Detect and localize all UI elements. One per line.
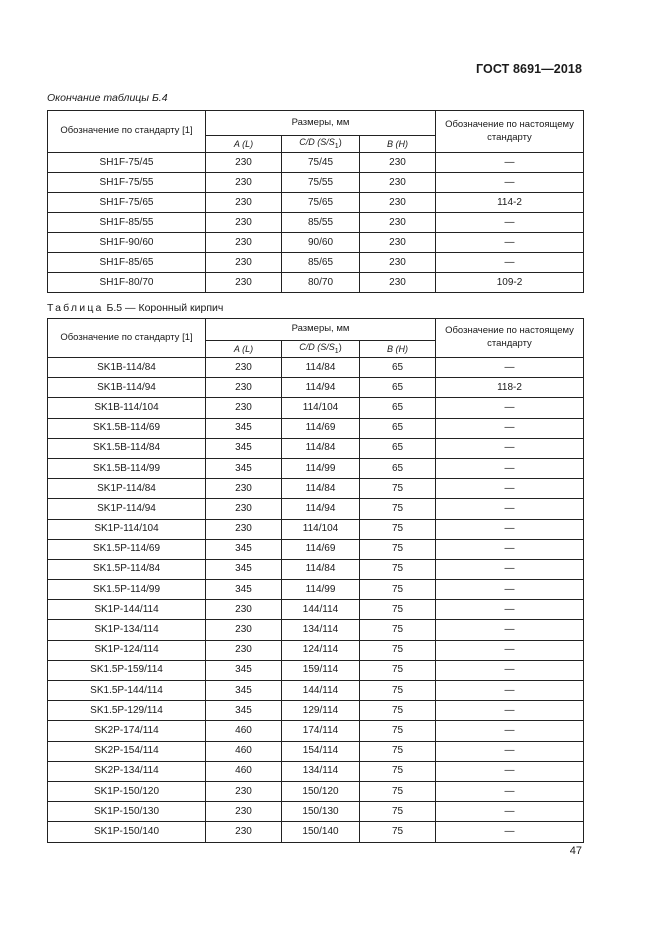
cell-b: 75	[360, 822, 436, 842]
table-row	[48, 721, 584, 741]
table-row	[48, 378, 584, 398]
cell-a: 345	[206, 580, 282, 600]
cell-b: 75	[360, 620, 436, 640]
table-row	[48, 173, 584, 193]
table-row	[48, 233, 584, 253]
cell-b: 65	[360, 398, 436, 418]
cell-cd: 114/84	[282, 358, 360, 378]
cell-a: 230	[206, 600, 282, 620]
table-row	[48, 358, 584, 378]
cell-a: 345	[206, 660, 282, 680]
cell-current: —	[436, 640, 584, 660]
cell-current: —	[436, 681, 584, 701]
cell-designation: SK1.5P-114/69	[48, 539, 206, 559]
cell-current: —	[436, 173, 584, 193]
cell-b: 65	[360, 418, 436, 438]
cell-current: —	[436, 761, 584, 781]
cell-designation: SK1B-114/94	[48, 378, 206, 398]
cell-cd: 150/130	[282, 802, 360, 822]
cell-designation: SK1P-150/140	[48, 822, 206, 842]
table-row	[48, 153, 584, 173]
cell-b: 230	[360, 193, 436, 213]
cell-current: —	[436, 418, 584, 438]
cell-cd: 114/84	[282, 559, 360, 579]
cell-a: 230	[206, 173, 282, 193]
cell-b: 75	[360, 761, 436, 781]
cell-cd: 114/94	[282, 499, 360, 519]
cell-a: 230	[206, 398, 282, 418]
cell-b: 75	[360, 701, 436, 721]
cell-current: —	[436, 620, 584, 640]
cell-current: —	[436, 539, 584, 559]
cell-b: 75	[360, 681, 436, 701]
table-row	[48, 822, 584, 842]
subheader-c: C/D $(S/S_1)$	[282, 136, 360, 153]
cell-designation: SK1.5P-159/114	[48, 660, 206, 680]
cell-cd: 150/140	[282, 822, 360, 842]
table-row	[48, 458, 584, 478]
cell-current: 109-2	[436, 273, 584, 293]
cell-b: 65	[360, 458, 436, 478]
cell-b: 75	[360, 781, 436, 801]
cell-designation: SK1P-150/120	[48, 781, 206, 801]
table-row	[48, 802, 584, 822]
cell-current: —	[436, 253, 584, 273]
cell-a: 230	[206, 378, 282, 398]
cell-a: 230	[206, 519, 282, 539]
cell-b: 75	[360, 559, 436, 579]
table-row	[48, 761, 584, 781]
standard-number: ГОСТ 8691—2018	[476, 62, 582, 76]
table-row	[48, 741, 584, 761]
table-row	[48, 660, 584, 680]
cell-cd: 154/114	[282, 741, 360, 761]
table-row	[48, 398, 584, 418]
cell-b: 65	[360, 378, 436, 398]
table-row	[48, 273, 584, 293]
cell-cd: 144/114	[282, 681, 360, 701]
cell-designation: SH1F-80/70	[48, 273, 206, 293]
cell-a: 230	[206, 781, 282, 801]
table-row	[48, 580, 584, 600]
col-sizes-header: Размеры, мм	[206, 319, 436, 341]
cell-designation: SK1P-114/94	[48, 499, 206, 519]
cell-a: 230	[206, 822, 282, 842]
cell-cd: 75/55	[282, 173, 360, 193]
cell-cd: 90/60	[282, 233, 360, 253]
cell-designation: SK1P-124/114	[48, 640, 206, 660]
cell-b: 75	[360, 741, 436, 761]
cell-current: —	[436, 358, 584, 378]
cell-designation: SK1B-114/84	[48, 358, 206, 378]
cell-cd: 85/55	[282, 213, 360, 233]
cell-current: —	[436, 600, 584, 620]
cell-designation: SK1.5B-114/69	[48, 418, 206, 438]
cell-cd: 114/84	[282, 438, 360, 458]
cell-designation: SK1P-144/114	[48, 600, 206, 620]
cell-a: 230	[206, 499, 282, 519]
cell-designation: SK1.5P-114/84	[48, 559, 206, 579]
table-row	[48, 640, 584, 660]
cell-a: 345	[206, 438, 282, 458]
cell-b: 75	[360, 479, 436, 499]
col-designation-header: Обозначение по стандарту [1]	[48, 111, 206, 153]
cell-a: 230	[206, 233, 282, 253]
cell-designation: SK2P-134/114	[48, 761, 206, 781]
cell-designation: SH1F-85/55	[48, 213, 206, 233]
cell-b: 230	[360, 273, 436, 293]
cell-b: 65	[360, 358, 436, 378]
cell-a: 460	[206, 741, 282, 761]
cell-designation: SK2P-154/114	[48, 741, 206, 761]
col-sizes-header: Размеры, мм	[206, 111, 436, 136]
cell-b: 75	[360, 580, 436, 600]
cell-a: 230	[206, 640, 282, 660]
table-row	[48, 620, 584, 640]
cell-designation: SK1P-150/130	[48, 802, 206, 822]
cell-b: 230	[360, 173, 436, 193]
cell-cd: 114/94	[282, 378, 360, 398]
cell-cd: 150/120	[282, 781, 360, 801]
cell-a: 230	[206, 213, 282, 233]
cell-current: 118-2	[436, 378, 584, 398]
cell-current: —	[436, 580, 584, 600]
cell-b: 230	[360, 213, 436, 233]
cell-current: —	[436, 153, 584, 173]
cell-b: 75	[360, 539, 436, 559]
cell-a: 230	[206, 153, 282, 173]
cell-current: —	[436, 519, 584, 539]
cell-cd: 129/114	[282, 701, 360, 721]
cell-current: —	[436, 660, 584, 680]
cell-a: 460	[206, 721, 282, 741]
table-b5	[47, 318, 584, 843]
table-row	[48, 519, 584, 539]
cell-designation: SH1F-75/65	[48, 193, 206, 213]
table-row	[48, 438, 584, 458]
subheader-b: B (H)	[360, 136, 436, 153]
cell-cd: 174/114	[282, 721, 360, 741]
cell-current: —	[436, 701, 584, 721]
cell-a: 345	[206, 418, 282, 438]
table-row	[48, 479, 584, 499]
cell-a: 230	[206, 479, 282, 499]
table2-body	[48, 358, 584, 843]
table-row	[48, 539, 584, 559]
col-current-header: Обозначение по настоящему стандарту	[436, 111, 584, 153]
table-row	[48, 499, 584, 519]
cell-current: —	[436, 398, 584, 418]
cell-cd: 114/104	[282, 398, 360, 418]
cell-b: 75	[360, 721, 436, 741]
cell-cd: 75/65	[282, 193, 360, 213]
cell-current: 114-2	[436, 193, 584, 213]
table-row	[48, 681, 584, 701]
cell-cd: 114/104	[282, 519, 360, 539]
cell-designation: SK1P-134/114	[48, 620, 206, 640]
subheader-c: C/D $(S/S_1)$	[282, 341, 360, 358]
cell-current: —	[436, 822, 584, 842]
subheader-b: B (H)	[360, 341, 436, 358]
cell-designation: SH1F-75/55	[48, 173, 206, 193]
table-row	[48, 253, 584, 273]
cell-current: —	[436, 741, 584, 761]
cell-b: 65	[360, 438, 436, 458]
cell-cd: 114/99	[282, 458, 360, 478]
cell-current: —	[436, 438, 584, 458]
page-number: 47	[569, 845, 582, 857]
cell-designation: SK1.5B-114/84	[48, 438, 206, 458]
cell-b: 75	[360, 640, 436, 660]
cell-cd: 134/114	[282, 620, 360, 640]
cell-current: —	[436, 458, 584, 478]
cell-current: —	[436, 233, 584, 253]
cell-designation: SK1.5B-114/99	[48, 458, 206, 478]
cell-a: 230	[206, 802, 282, 822]
cell-a: 460	[206, 761, 282, 781]
table-row	[48, 418, 584, 438]
cell-cd: 144/114	[282, 600, 360, 620]
cell-cd: 159/114	[282, 660, 360, 680]
cell-designation: SK1.5P-129/114	[48, 701, 206, 721]
cell-current: —	[436, 499, 584, 519]
subheader-a: A (L)	[206, 136, 282, 153]
cell-b: 230	[360, 253, 436, 273]
cell-a: 345	[206, 701, 282, 721]
table-row	[48, 193, 584, 213]
col-designation-header: Обозначение по стандарту [1]	[48, 319, 206, 358]
cell-current: —	[436, 559, 584, 579]
cell-a: 230	[206, 358, 282, 378]
cell-cd: 124/114	[282, 640, 360, 660]
cell-current: —	[436, 721, 584, 741]
col-current-header: Обозначение по настоящему стандарту	[436, 319, 584, 358]
cell-designation: SK1P-114/104	[48, 519, 206, 539]
cell-designation: SK1P-114/84	[48, 479, 206, 499]
cell-cd: 114/99	[282, 580, 360, 600]
cell-current: —	[436, 479, 584, 499]
cell-designation: SH1F-75/45	[48, 153, 206, 173]
cell-a: 345	[206, 458, 282, 478]
cell-a: 230	[206, 273, 282, 293]
cell-designation: SH1F-90/60	[48, 233, 206, 253]
cell-b: 75	[360, 600, 436, 620]
cell-current: —	[436, 802, 584, 822]
table-row	[48, 781, 584, 801]
table1-caption: Окончание таблицы Б.4	[47, 92, 168, 104]
cell-a: 230	[206, 620, 282, 640]
cell-a: 345	[206, 559, 282, 579]
cell-designation: SK1.5P-114/99	[48, 580, 206, 600]
cell-b: 75	[360, 802, 436, 822]
table2-caption: Таблица Б.5 — Коронный кирпич	[47, 302, 224, 314]
cell-b: 75	[360, 660, 436, 680]
table-row	[48, 701, 584, 721]
cell-cd: 114/84	[282, 479, 360, 499]
table-b4-end	[47, 110, 584, 293]
cell-b: 75	[360, 519, 436, 539]
cell-cd: 80/70	[282, 273, 360, 293]
cell-designation: SK1.5P-144/114	[48, 681, 206, 701]
cell-a: 230	[206, 253, 282, 273]
cell-cd: 134/114	[282, 761, 360, 781]
cell-current: —	[436, 213, 584, 233]
cell-cd: 85/65	[282, 253, 360, 273]
cell-current: —	[436, 781, 584, 801]
cell-designation: SH1F-85/65	[48, 253, 206, 273]
cell-b: 230	[360, 233, 436, 253]
cell-b: 230	[360, 153, 436, 173]
table-row	[48, 559, 584, 579]
cell-a: 230	[206, 193, 282, 213]
table-row	[48, 213, 584, 233]
cell-designation: SK2P-174/114	[48, 721, 206, 741]
cell-a: 345	[206, 539, 282, 559]
cell-designation: SK1B-114/104	[48, 398, 206, 418]
table-row	[48, 600, 584, 620]
cell-cd: 114/69	[282, 418, 360, 438]
cell-b: 75	[360, 499, 436, 519]
table1-body	[48, 153, 584, 293]
subheader-a: A (L)	[206, 341, 282, 358]
cell-cd: 75/45	[282, 153, 360, 173]
cell-cd: 114/69	[282, 539, 360, 559]
cell-a: 345	[206, 681, 282, 701]
